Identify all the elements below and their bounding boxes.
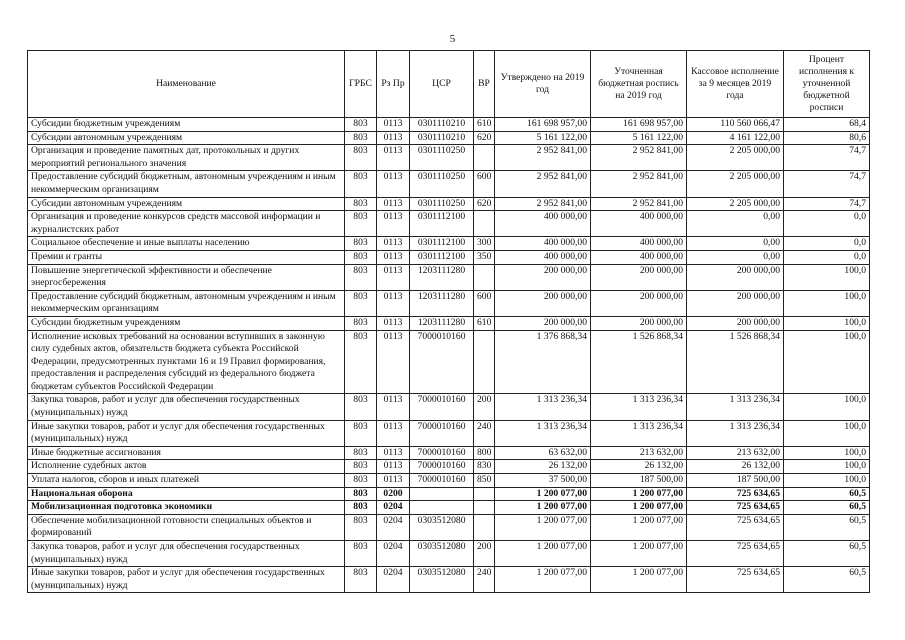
table-row	[28, 290, 870, 316]
row-vr-cell: 800	[474, 446, 495, 460]
row-refined-cell: 400 000,00	[591, 250, 687, 264]
row-rz-pr-cell: 0204	[377, 501, 410, 515]
row-cash-cell: 2 205 000,00	[687, 171, 784, 197]
row-percent-cell: 100,0	[784, 316, 870, 330]
row-vr-cell: 620	[474, 131, 495, 145]
row-vr-cell	[474, 264, 495, 290]
row-approved-cell: 1 313 236,34	[495, 394, 591, 420]
row-rz-pr-cell: 0113	[377, 118, 410, 132]
header-grbs: ГРБС	[345, 51, 377, 118]
row-refined-cell: 200 000,00	[591, 264, 687, 290]
row-refined-cell: 213 632,00	[591, 446, 687, 460]
row-refined-cell: 2 952 841,00	[591, 197, 687, 211]
row-percent-cell: 100,0	[784, 446, 870, 460]
table-row	[28, 501, 870, 515]
row-refined-cell: 26 132,00	[591, 460, 687, 474]
table-row	[28, 541, 870, 567]
row-grbs-cell: 803	[345, 118, 377, 132]
row-vr-cell	[474, 487, 495, 501]
row-csr-cell: 1203111280	[410, 316, 474, 330]
row-grbs-cell: 803	[345, 211, 377, 237]
row-name-cell: Организация и проведение памятных дат, протокольных и других мероприятий регионального значения	[28, 145, 345, 171]
row-grbs-cell: 803	[345, 446, 377, 460]
row-rz-pr-cell: 0113	[377, 394, 410, 420]
row-csr-cell: 0301112100	[410, 237, 474, 251]
row-approved-cell: 200 000,00	[495, 290, 591, 316]
row-refined-cell: 200 000,00	[591, 290, 687, 316]
row-name-cell: Обеспечение мобилизационной готовности специальных объектов и формирований	[28, 514, 345, 540]
row-vr-cell: 850	[474, 474, 495, 488]
row-rz-pr-cell: 0113	[377, 316, 410, 330]
row-rz-pr-cell: 0113	[377, 131, 410, 145]
row-cash-cell: 4 161 122,00	[687, 131, 784, 145]
table-row	[28, 460, 870, 474]
row-vr-cell	[474, 211, 495, 237]
row-grbs-cell: 803	[345, 501, 377, 515]
row-csr-cell: 7000010160	[410, 446, 474, 460]
row-grbs-cell: 803	[345, 330, 377, 394]
row-vr-cell	[474, 514, 495, 540]
table-row	[28, 420, 870, 446]
row-name-cell: Субсидии бюджетным учреждениям	[28, 316, 345, 330]
row-vr-cell: 200	[474, 541, 495, 567]
row-approved-cell: 1 200 077,00	[495, 487, 591, 501]
row-rz-pr-cell: 0113	[377, 250, 410, 264]
row-percent-cell: 60,5	[784, 487, 870, 501]
row-csr-cell: 0303512080	[410, 514, 474, 540]
row-grbs-cell: 803	[345, 264, 377, 290]
row-cash-cell: 1 526 868,34	[687, 330, 784, 394]
row-approved-cell: 63 632,00	[495, 446, 591, 460]
row-approved-cell: 2 952 841,00	[495, 145, 591, 171]
row-csr-cell: 0301110210	[410, 131, 474, 145]
row-csr-cell: 0301110250	[410, 145, 474, 171]
row-approved-cell: 37 500,00	[495, 474, 591, 488]
row-grbs-cell: 803	[345, 487, 377, 501]
row-grbs-cell: 803	[345, 394, 377, 420]
row-cash-cell: 200 000,00	[687, 264, 784, 290]
row-cash-cell: 0,00	[687, 211, 784, 237]
table-row	[28, 145, 870, 171]
table-row	[28, 237, 870, 251]
row-vr-cell	[474, 145, 495, 171]
row-refined-cell: 1 526 868,34	[591, 330, 687, 394]
row-percent-cell: 100,0	[784, 474, 870, 488]
row-csr-cell: 1203111280	[410, 290, 474, 316]
row-rz-pr-cell: 0113	[377, 145, 410, 171]
row-rz-pr-cell: 0113	[377, 460, 410, 474]
row-cash-cell: 1 313 236,34	[687, 394, 784, 420]
row-grbs-cell: 803	[345, 514, 377, 540]
table-row	[28, 394, 870, 420]
row-percent-cell: 0,0	[784, 250, 870, 264]
row-grbs-cell: 803	[345, 567, 377, 593]
row-vr-cell: 600	[474, 171, 495, 197]
row-percent-cell: 100,0	[784, 394, 870, 420]
row-percent-cell: 100,0	[784, 420, 870, 446]
row-approved-cell: 1 313 236,34	[495, 420, 591, 446]
row-cash-cell: 0,00	[687, 237, 784, 251]
row-grbs-cell: 803	[345, 420, 377, 446]
budget-execution-table	[27, 50, 870, 593]
row-name-cell: Исполнение судебных актов	[28, 460, 345, 474]
row-approved-cell: 5 161 122,00	[495, 131, 591, 145]
row-refined-cell: 1 200 077,00	[591, 567, 687, 593]
row-cash-cell: 725 634,65	[687, 514, 784, 540]
row-rz-pr-cell: 0113	[377, 237, 410, 251]
row-cash-cell: 200 000,00	[687, 316, 784, 330]
header-approved: Утверждено на 2019 год	[495, 51, 591, 118]
row-cash-cell: 2 205 000,00	[687, 197, 784, 211]
row-percent-cell: 80,6	[784, 131, 870, 145]
page-number: 5	[449, 33, 456, 45]
row-vr-cell: 240	[474, 420, 495, 446]
row-name-cell: Предоставление субсидий бюджетным, автономным учреждениям и иным некоммерческим организациям	[28, 290, 345, 316]
row-percent-cell: 60,5	[784, 514, 870, 540]
row-csr-cell: 1203111280	[410, 264, 474, 290]
row-name-cell: Национальная оборона	[28, 487, 345, 501]
row-rz-pr-cell: 0204	[377, 541, 410, 567]
row-refined-cell: 200 000,00	[591, 316, 687, 330]
row-grbs-cell: 803	[345, 237, 377, 251]
row-percent-cell: 100,0	[784, 290, 870, 316]
row-refined-cell: 2 952 841,00	[591, 171, 687, 197]
row-name-cell: Исполнение исковых требований на основании вступивших в законную силу судебных актов, обязательств бюджета субъекта Российской Федерации, предусмотренных пунктами 16 и 19 Правил формирования, предоставления и распределения субсидий из федерального бюджета бюджетам субъектов Российской Федерации	[28, 330, 345, 394]
header-rz-pr: Рз Пр	[377, 51, 410, 118]
row-cash-cell: 110 560 066,47	[687, 118, 784, 132]
table-row	[28, 514, 870, 540]
row-name-cell: Предоставление субсидий бюджетным, автономным учреждениям и иным некоммерческим организациям	[28, 171, 345, 197]
row-refined-cell: 1 200 077,00	[591, 541, 687, 567]
row-approved-cell: 1 200 077,00	[495, 541, 591, 567]
header-percent: Процент исполнения к уточненной бюджетной росписи	[784, 51, 870, 118]
row-name-cell: Социальное обеспечение и иные выплаты населению	[28, 237, 345, 251]
table-row	[28, 330, 870, 394]
row-grbs-cell: 803	[345, 250, 377, 264]
row-refined-cell: 1 313 236,34	[591, 420, 687, 446]
row-name-cell: Мобилизационная подготовка экономики	[28, 501, 345, 515]
table-row	[28, 250, 870, 264]
row-csr-cell: 7000010160	[410, 474, 474, 488]
row-vr-cell	[474, 501, 495, 515]
row-rz-pr-cell: 0113	[377, 290, 410, 316]
row-percent-cell: 74,7	[784, 171, 870, 197]
row-grbs-cell: 803	[345, 290, 377, 316]
row-rz-pr-cell: 0113	[377, 211, 410, 237]
table-row	[28, 567, 870, 593]
table-row	[28, 211, 870, 237]
row-vr-cell: 620	[474, 197, 495, 211]
row-approved-cell: 200 000,00	[495, 264, 591, 290]
table-row	[28, 474, 870, 488]
row-vr-cell: 300	[474, 237, 495, 251]
row-approved-cell: 2 952 841,00	[495, 171, 591, 197]
row-cash-cell: 725 634,65	[687, 541, 784, 567]
row-percent-cell: 60,5	[784, 501, 870, 515]
row-approved-cell: 400 000,00	[495, 250, 591, 264]
row-percent-cell: 68,4	[784, 118, 870, 132]
row-grbs-cell: 803	[345, 145, 377, 171]
row-refined-cell: 187 500,00	[591, 474, 687, 488]
row-refined-cell: 5 161 122,00	[591, 131, 687, 145]
row-name-cell: Субсидии автономным учреждениям	[28, 197, 345, 211]
row-approved-cell: 1 376 868,34	[495, 330, 591, 394]
row-name-cell: Премии и гранты	[28, 250, 345, 264]
row-vr-cell: 610	[474, 118, 495, 132]
row-cash-cell: 213 632,00	[687, 446, 784, 460]
row-percent-cell: 60,5	[784, 541, 870, 567]
row-approved-cell: 400 000,00	[495, 237, 591, 251]
header-vr: ВР	[474, 51, 495, 118]
row-rz-pr-cell: 0204	[377, 567, 410, 593]
row-percent-cell: 74,7	[784, 145, 870, 171]
row-approved-cell: 1 200 077,00	[495, 514, 591, 540]
row-percent-cell: 100,0	[784, 460, 870, 474]
row-percent-cell: 100,0	[784, 330, 870, 394]
row-vr-cell: 350	[474, 250, 495, 264]
row-csr-cell: 0303512080	[410, 541, 474, 567]
row-approved-cell: 1 200 077,00	[495, 501, 591, 515]
row-approved-cell: 26 132,00	[495, 460, 591, 474]
row-cash-cell: 200 000,00	[687, 290, 784, 316]
row-csr-cell: 7000010160	[410, 394, 474, 420]
row-csr-cell: 0301112100	[410, 211, 474, 237]
row-name-cell: Уплата налогов, сборов и иных платежей	[28, 474, 345, 488]
row-grbs-cell: 803	[345, 197, 377, 211]
row-csr-cell	[410, 501, 474, 515]
row-name-cell: Иные бюджетные ассигнования	[28, 446, 345, 460]
row-approved-cell: 161 698 957,00	[495, 118, 591, 132]
row-csr-cell: 7000010160	[410, 420, 474, 446]
row-csr-cell	[410, 487, 474, 501]
row-grbs-cell: 803	[345, 131, 377, 145]
row-vr-cell: 600	[474, 290, 495, 316]
header-refined: Уточненная бюджетная роспись на 2019 год	[591, 51, 687, 118]
row-name-cell: Закупка товаров, работ и услуг для обеспечения государственных (муниципальных) нужд	[28, 394, 345, 420]
row-rz-pr-cell: 0113	[377, 197, 410, 211]
table-row	[28, 446, 870, 460]
row-vr-cell: 200	[474, 394, 495, 420]
row-rz-pr-cell: 0113	[377, 330, 410, 394]
row-refined-cell: 2 952 841,00	[591, 145, 687, 171]
row-percent-cell: 0,0	[784, 211, 870, 237]
row-vr-cell	[474, 330, 495, 394]
row-csr-cell: 7000010160	[410, 330, 474, 394]
row-name-cell: Повышение энергетической эффективности и обеспечение энергосбережения	[28, 264, 345, 290]
table-row	[28, 171, 870, 197]
row-rz-pr-cell: 0200	[377, 487, 410, 501]
row-name-cell: Субсидии автономным учреждениям	[28, 131, 345, 145]
row-name-cell: Закупка товаров, работ и услуг для обеспечения государственных (муниципальных) нужд	[28, 541, 345, 567]
row-cash-cell: 725 634,65	[687, 501, 784, 515]
row-percent-cell: 0,0	[784, 237, 870, 251]
table-row	[28, 118, 870, 132]
row-vr-cell: 610	[474, 316, 495, 330]
row-refined-cell: 1 313 236,34	[591, 394, 687, 420]
row-approved-cell: 2 952 841,00	[495, 197, 591, 211]
row-name-cell: Иные закупки товаров, работ и услуг для обеспечения государственных (муниципальных) нужд	[28, 567, 345, 593]
row-rz-pr-cell: 0113	[377, 264, 410, 290]
row-cash-cell: 725 634,65	[687, 487, 784, 501]
row-approved-cell: 1 200 077,00	[495, 567, 591, 593]
row-grbs-cell: 803	[345, 541, 377, 567]
row-vr-cell: 830	[474, 460, 495, 474]
row-csr-cell: 0303512080	[410, 567, 474, 593]
row-name-cell: Иные закупки товаров, работ и услуг для обеспечения государственных (муниципальных) нужд	[28, 420, 345, 446]
row-cash-cell: 1 313 236,34	[687, 420, 784, 446]
table-row	[28, 487, 870, 501]
header-csr: ЦСР	[410, 51, 474, 118]
row-vr-cell: 240	[474, 567, 495, 593]
table-row	[28, 131, 870, 145]
table-header-row	[28, 51, 870, 118]
row-grbs-cell: 803	[345, 474, 377, 488]
row-cash-cell: 0,00	[687, 250, 784, 264]
row-csr-cell: 7000010160	[410, 460, 474, 474]
row-csr-cell: 0301110250	[410, 171, 474, 197]
row-approved-cell: 400 000,00	[495, 211, 591, 237]
row-approved-cell: 200 000,00	[495, 316, 591, 330]
row-refined-cell: 161 698 957,00	[591, 118, 687, 132]
row-cash-cell: 2 205 000,00	[687, 145, 784, 171]
row-refined-cell: 400 000,00	[591, 237, 687, 251]
header-cash: Кассовое исполнение за 9 месяцев 2019 года	[687, 51, 784, 118]
row-percent-cell: 100,0	[784, 264, 870, 290]
row-rz-pr-cell: 0113	[377, 420, 410, 446]
row-percent-cell: 74,7	[784, 197, 870, 211]
row-grbs-cell: 803	[345, 460, 377, 474]
row-cash-cell: 187 500,00	[687, 474, 784, 488]
table-row	[28, 197, 870, 211]
table-body	[28, 118, 870, 593]
row-rz-pr-cell: 0113	[377, 446, 410, 460]
row-cash-cell: 725 634,65	[687, 567, 784, 593]
header-name: Наименование	[28, 51, 345, 118]
row-percent-cell: 60,5	[784, 567, 870, 593]
row-refined-cell: 400 000,00	[591, 211, 687, 237]
row-refined-cell: 1 200 077,00	[591, 501, 687, 515]
row-csr-cell: 0301110250	[410, 197, 474, 211]
row-grbs-cell: 803	[345, 316, 377, 330]
row-refined-cell: 1 200 077,00	[591, 514, 687, 540]
row-csr-cell: 0301110210	[410, 118, 474, 132]
row-cash-cell: 26 132,00	[687, 460, 784, 474]
row-grbs-cell: 803	[345, 171, 377, 197]
row-name-cell: Субсидии бюджетным учреждениям	[28, 118, 345, 132]
row-rz-pr-cell: 0204	[377, 514, 410, 540]
row-name-cell: Организация и проведение конкурсов средств массовой информации и журналистских работ	[28, 211, 345, 237]
table-row	[28, 316, 870, 330]
row-refined-cell: 1 200 077,00	[591, 487, 687, 501]
table-row	[28, 264, 870, 290]
row-csr-cell: 0301112100	[410, 250, 474, 264]
row-rz-pr-cell: 0113	[377, 474, 410, 488]
row-rz-pr-cell: 0113	[377, 171, 410, 197]
